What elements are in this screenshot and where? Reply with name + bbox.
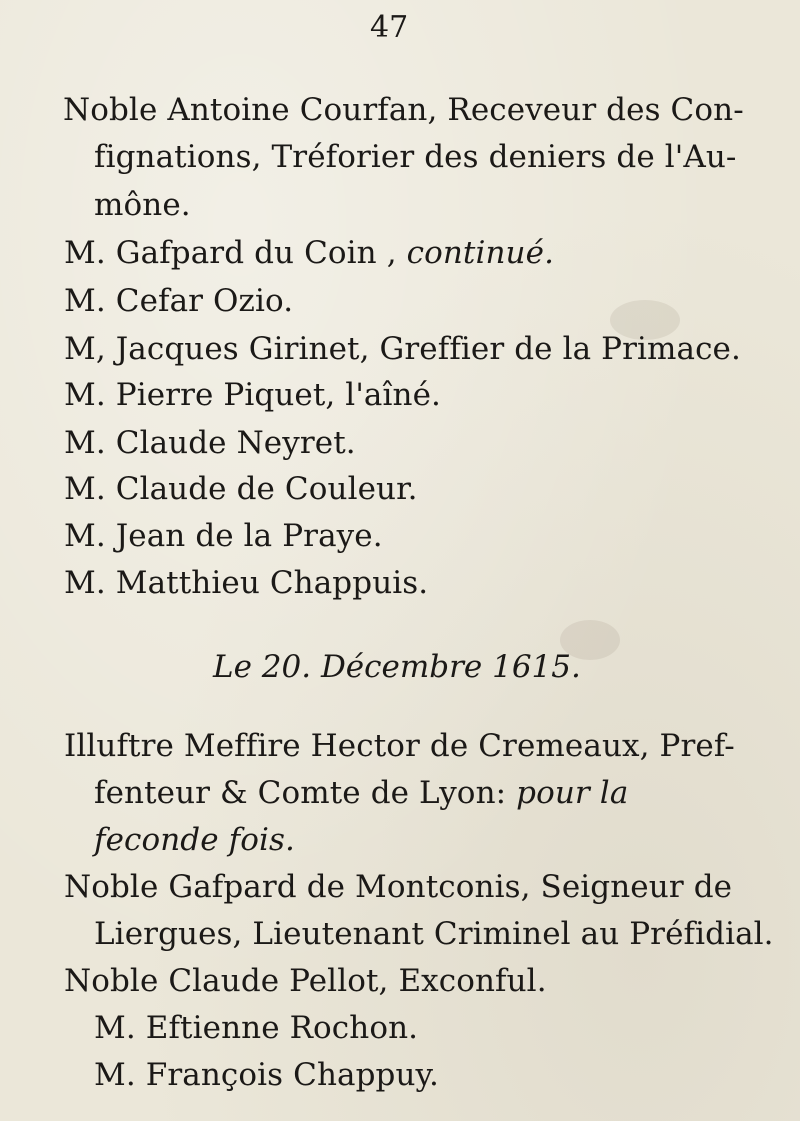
entry-line: M. Gafpard du Coin , continué. bbox=[64, 235, 555, 271]
entry-line: M. Matthieu Chappuis. bbox=[64, 565, 429, 601]
entry-line: fignations, Tréforier des deniers de l'Au- bbox=[94, 139, 737, 175]
entry-line: Illuftre Meffire Hector de Cremeaux, Pref- bbox=[64, 728, 735, 764]
entry-line: M. Pierre Piquet, l'aîné. bbox=[64, 377, 441, 413]
page-number: 47 bbox=[370, 10, 409, 45]
entry-line: M, Jacques Girinet, Greffier de la Primace. bbox=[64, 331, 741, 367]
entry-line: mône. bbox=[94, 187, 191, 223]
entry-line: fenteur & Comte de Lyon: pour la bbox=[94, 775, 629, 811]
date-heading: Le 20. Décembre 1615. bbox=[213, 649, 581, 685]
entry-line: M. Eftienne Rochon. bbox=[94, 1010, 419, 1046]
entry-line: M. Claude de Couleur. bbox=[64, 471, 418, 507]
entry-line: M. Jean de la Praye. bbox=[64, 518, 383, 554]
entry-line: M. François Chappuy. bbox=[94, 1057, 439, 1093]
entry-line: Noble Antoine Courfan, Receveur des Con- bbox=[63, 92, 744, 128]
entry-line: M. Claude Neyret. bbox=[64, 425, 356, 461]
entry-line: Noble Gafpard de Montconis, Seigneur de bbox=[64, 869, 733, 905]
entry-line: M. Cefar Ozio. bbox=[64, 283, 294, 319]
entry-line: Noble Claude Pellot, Exconful. bbox=[64, 963, 547, 999]
entry-line: feconde fois. bbox=[94, 822, 295, 858]
entry-line: Liergues, Lieutenant Criminel au Préfidial. bbox=[94, 916, 774, 952]
